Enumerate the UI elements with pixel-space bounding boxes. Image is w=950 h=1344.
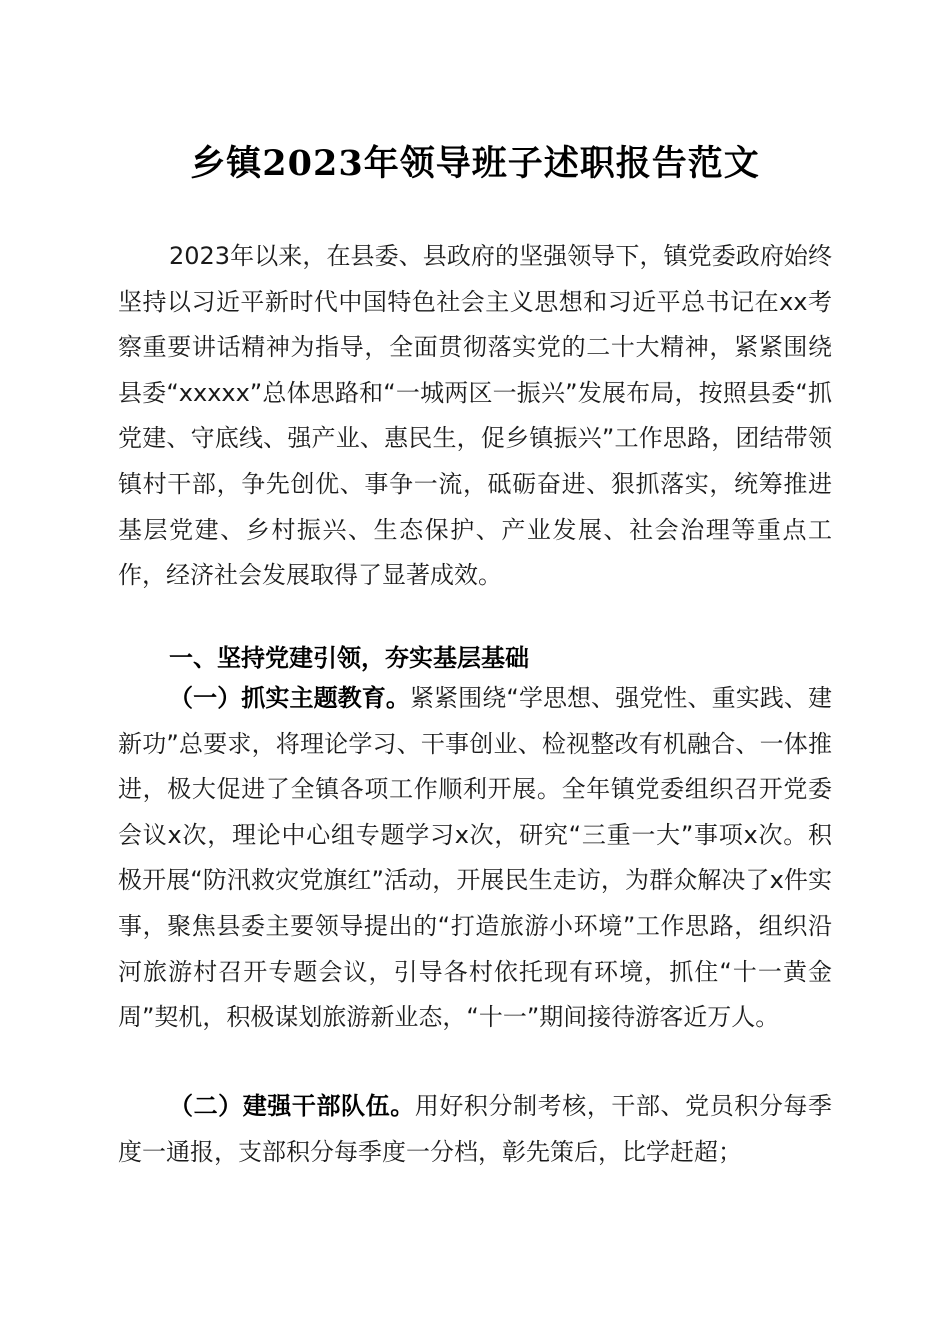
subsection-text-2: 用好积分制考核，干部、党员积分每季度一通报，支部积分每季度一分档，彰先策后，比学赶超； xyxy=(118,1092,833,1166)
subsection-paragraph-1 xyxy=(118,676,832,1041)
document-title: 乡镇2023年领导班子述职报告范文 xyxy=(190,143,760,184)
subsection-text-1: 紧紧围绕“学思想、强党性、重实践、建新功”总要求，将理论学习、干事创业、检视整改有机融合、一体推进，极大促进了全镇各项工作顺利开展。全年镇党委组织召开党委会议x次，理论中心组专题学习x次，研究“三重一大”事项x次。积极开展“防汛救灾党旗红”活动，开展民生走访，为群众解决了x件实事，聚焦县委主要领导提出的“打造旅游小环境”工作思路，组织沿河旅游村召开专题会议，引导各村依托现有环境，抓住“十一黄金周”契机，积极谋划旅游新业态，“十一”期间接待游客近万人。 xyxy=(118,684,832,1032)
subsection-paragraph-2 xyxy=(118,1084,832,1175)
section-heading-1: 一、坚持党建引领，夯实基层基础 xyxy=(169,644,529,672)
subsection-lead-1: （一）抓实主题教育。 xyxy=(169,684,410,712)
intro-paragraph: 2023年以来，在县委、县政府的坚强领导下，镇党委政府始终坚持以习近平新时代中国特色社会主义思想和习近平总书记在xx考察重要讲话精神为指导，全面贯彻落实党的二十大精神，紧紧围绕县委“xxxxx”总体思路和“一城两区一振兴”发展布局，按照县委“抓党建、守底线、强产业、惠民生，促乡镇振兴”工作思路，团结带领镇村干部，争先创优、事争一流，砥砺奋进、狠抓落实，统筹推进基层党建、乡村振兴、生态保护、产业发展、社会治理等重点工作，经济社会发展取得了显著成效。 xyxy=(118,242,832,590)
subsection-lead-2: （二）建强干部队伍。 xyxy=(169,1092,415,1120)
